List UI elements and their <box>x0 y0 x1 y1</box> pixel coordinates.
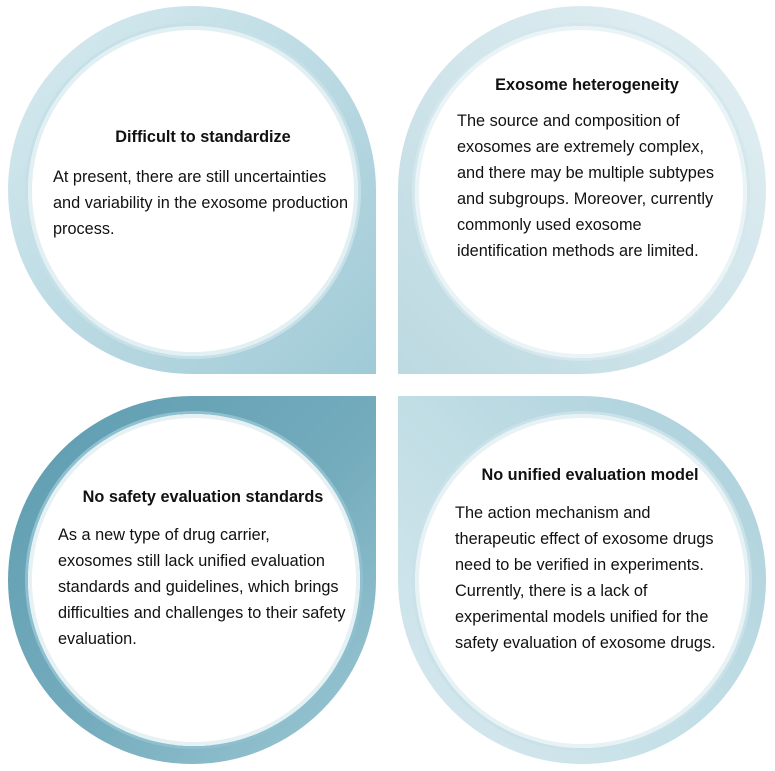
petal-no-unified-evaluation-model <box>398 396 766 764</box>
petal-title: No unified evaluation model <box>481 466 699 484</box>
petal-title: No safety evaluation standards <box>82 488 324 506</box>
petal-body-text: At present, there are still uncertainties and variability in the exosome production process. <box>53 168 349 238</box>
petal-difficult-to-standardize <box>8 6 376 374</box>
petal-no-safety-evaluation-standards <box>8 396 376 764</box>
petal-body-text: The source and composition of exosomes are extremely complex, and there may be multiple subtypes and subgroups. Moreover, currently commonly used exosome identification methods are limited. <box>457 112 715 260</box>
petal-title: Exosome heterogeneity <box>495 76 679 94</box>
petal-content <box>455 462 725 656</box>
petal-content <box>58 484 348 652</box>
petal-body-text: The action mechanism and therapeutic effect of exosome drugs need to be verified in experiments. Currently, there is a lack of experimental models unified for the safety evaluation of exosome drugs. <box>455 504 716 652</box>
petal-body-text: As a new type of drug carrier, exosomes still lack unified evaluation standards and guidelines, which brings difficulties and challenges to their safety evaluation. <box>58 526 346 648</box>
petal-title: Difficult to standardize <box>115 128 291 146</box>
petal-content <box>457 72 717 264</box>
petal-content <box>53 124 353 242</box>
petal-exosome-heterogeneity <box>398 6 766 374</box>
